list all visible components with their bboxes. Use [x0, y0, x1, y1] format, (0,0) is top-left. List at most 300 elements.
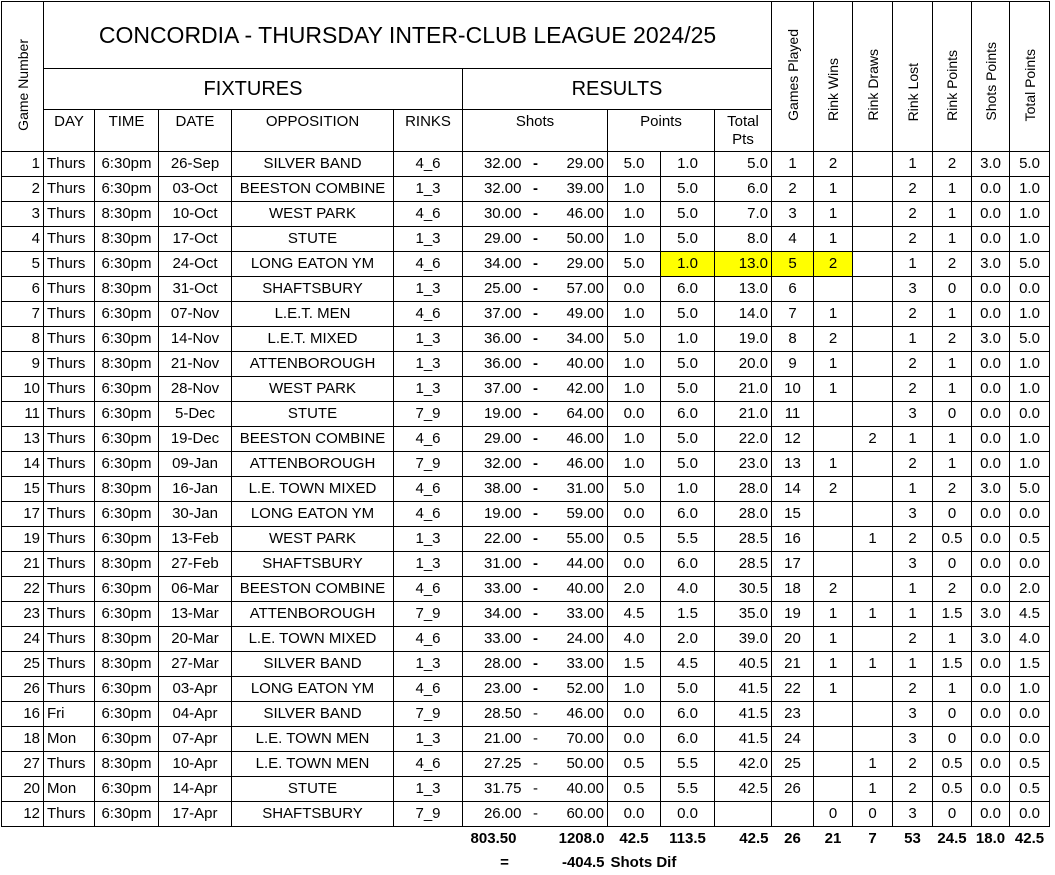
- table-row: [2, 252, 1050, 277]
- total-pts-cell: 14.0: [715, 302, 772, 327]
- points-against-cell: 4.0: [661, 577, 715, 602]
- points-against-cell: 5.0: [661, 302, 715, 327]
- header-date: DATE: [159, 110, 232, 152]
- total-points-cell: 1.0: [1010, 377, 1050, 402]
- opposition-cell: L.E. TOWN MIXED: [232, 477, 394, 502]
- total-total: 42.5: [739, 830, 769, 847]
- game-number-cell: 18: [2, 727, 44, 752]
- shots-dif-row: [2, 851, 1050, 875]
- shots-against-cell: 49.00: [547, 302, 608, 327]
- total-pts-cell: 21.0: [715, 402, 772, 427]
- total-pts-cell: 28.5: [715, 552, 772, 577]
- games-played-cell: 24: [772, 727, 814, 752]
- points-for-cell: 4.5: [608, 602, 661, 627]
- points-for-cell: 2.0: [608, 577, 661, 602]
- points-for-cell: 0.5: [608, 777, 661, 802]
- total-points-cell: 1.5: [1010, 652, 1050, 677]
- shots-against-cell: 44.00: [547, 552, 608, 577]
- total-points-cell: 4.0: [1010, 627, 1050, 652]
- total-shots-pts: 18.0: [975, 830, 1006, 847]
- points-for-cell: 5.0: [608, 152, 661, 177]
- shots-for-cell: 28.50: [463, 702, 525, 727]
- shots-points-cell: 0.0: [972, 227, 1010, 252]
- rink-points-cell: 2: [933, 252, 972, 277]
- shots-for-cell: 31.00: [463, 552, 525, 577]
- points-for-cell: 0.0: [608, 702, 661, 727]
- rinks-cell: 4_6: [394, 677, 463, 702]
- rinks-cell: 1_3: [394, 227, 463, 252]
- table-row: [2, 802, 1050, 827]
- games-played-cell: 6: [772, 277, 814, 302]
- day-cell: Thurs: [44, 227, 95, 252]
- header-total-points: Total Points: [1010, 2, 1050, 152]
- total-pts-cell: 39.0: [715, 627, 772, 652]
- rink-draws-cell: [853, 152, 893, 177]
- shots-separator: -: [525, 627, 547, 652]
- shots-points-cell: 0.0: [972, 427, 1010, 452]
- shots-separator: -: [525, 802, 547, 827]
- shots-separator: -: [525, 777, 547, 802]
- total-pts-cell: 5.0: [715, 152, 772, 177]
- rink-draws-cell: [853, 452, 893, 477]
- table-row: [2, 327, 1050, 352]
- shots-against-cell: 39.00: [547, 177, 608, 202]
- points-against-cell: 6.0: [661, 702, 715, 727]
- rink-wins-cell: [814, 702, 853, 727]
- opposition-cell: L.E.T. MIXED: [232, 327, 394, 352]
- rink-wins-cell: 1: [814, 352, 853, 377]
- shots-for-cell: 37.00: [463, 302, 525, 327]
- total-pts-cell: 30.5: [715, 577, 772, 602]
- day-cell: Thurs: [44, 327, 95, 352]
- games-played-cell: 1: [772, 152, 814, 177]
- total-points-cell: 1.0: [1010, 427, 1050, 452]
- date-cell: 30-Jan: [159, 502, 232, 527]
- date-cell: 17-Oct: [159, 227, 232, 252]
- total-points-cell: 0.5: [1010, 752, 1050, 777]
- rink-draws-cell: 1: [853, 777, 893, 802]
- games-played-cell: 25: [772, 752, 814, 777]
- total-points-cell: 5.0: [1010, 327, 1050, 352]
- rink-points-cell: 2: [933, 152, 972, 177]
- shots-separator: -: [525, 302, 547, 327]
- total-pts-cell: 28.0: [715, 502, 772, 527]
- spacer-cell: [772, 851, 1050, 875]
- date-cell: 13-Feb: [159, 527, 232, 552]
- day-cell: Thurs: [44, 202, 95, 227]
- header-rink-lost: Rink Lost: [893, 2, 933, 152]
- date-cell: 09-Jan: [159, 452, 232, 477]
- total-points-cell: 4.5: [1010, 602, 1050, 627]
- table-row: [2, 502, 1050, 527]
- header-shots: Shots: [463, 110, 608, 152]
- opposition-cell: WEST PARK: [232, 377, 394, 402]
- day-cell: Thurs: [44, 802, 95, 827]
- total-pts-cell: 28.0: [715, 477, 772, 502]
- shots-for-cell: 25.00: [463, 277, 525, 302]
- rink-wins-cell: [814, 752, 853, 777]
- points-against-cell: 0.0: [661, 802, 715, 827]
- rink-wins-cell: 1: [814, 652, 853, 677]
- rinks-cell: 1_3: [394, 277, 463, 302]
- points-for-cell: 0.5: [608, 752, 661, 777]
- shots-points-cell: 3.0: [972, 477, 1010, 502]
- date-cell: 03-Apr: [159, 677, 232, 702]
- total-pts-cell: 28.5: [715, 527, 772, 552]
- shots-separator: -: [525, 327, 547, 352]
- shots-points-cell: 0.0: [972, 727, 1010, 752]
- header-rinks: RINKS: [394, 110, 463, 152]
- shots-points-cell: 0.0: [972, 752, 1010, 777]
- points-against-cell: 5.0: [661, 677, 715, 702]
- header-shots-points: Shots Points: [972, 2, 1010, 152]
- shots-separator: -: [525, 152, 547, 177]
- rink-draws-cell: [853, 477, 893, 502]
- date-cell: 14-Apr: [159, 777, 232, 802]
- total-pts-cell: 6.0: [715, 177, 772, 202]
- points-against-cell: 5.0: [661, 452, 715, 477]
- shots-for-cell: 34.00: [463, 252, 525, 277]
- games-played-cell: 16: [772, 527, 814, 552]
- header-day: DAY: [44, 110, 95, 152]
- time-cell: 6:30pm: [95, 252, 159, 277]
- table-row: [2, 752, 1050, 777]
- opposition-cell: SILVER BAND: [232, 152, 394, 177]
- total-played: 26: [784, 830, 801, 847]
- date-cell: 10-Oct: [159, 202, 232, 227]
- shots-separator: -: [525, 702, 547, 727]
- league-table: [1, 1, 1050, 875]
- table-row: [2, 302, 1050, 327]
- time-cell: 6:30pm: [95, 527, 159, 552]
- date-cell: 13-Mar: [159, 602, 232, 627]
- total-points-cell: 5.0: [1010, 252, 1050, 277]
- time-cell: 6:30pm: [95, 327, 159, 352]
- time-cell: 8:30pm: [95, 477, 159, 502]
- rink-points-cell: 0.5: [933, 527, 972, 552]
- header-time: TIME: [95, 110, 159, 152]
- shots-against-cell: 40.00: [547, 352, 608, 377]
- games-played-cell: 20: [772, 627, 814, 652]
- table-row: [2, 152, 1050, 177]
- shots-for-cell: 36.00: [463, 352, 525, 377]
- rinks-cell: 1_3: [394, 652, 463, 677]
- opposition-cell: LONG EATON YM: [232, 502, 394, 527]
- rink-lost-cell: 1: [893, 152, 933, 177]
- date-cell: 21-Nov: [159, 352, 232, 377]
- shots-separator: -: [525, 227, 547, 252]
- rink-wins-cell: 1: [814, 627, 853, 652]
- games-played-cell: 18: [772, 577, 814, 602]
- games-played-cell: 4: [772, 227, 814, 252]
- header-game-number: Game Number: [2, 2, 44, 152]
- rinks-cell: 7_9: [394, 452, 463, 477]
- games-played-cell: [772, 802, 814, 827]
- shots-separator: -: [525, 677, 547, 702]
- rink-wins-cell: [814, 727, 853, 752]
- points-for-cell: 1.0: [608, 352, 661, 377]
- total-pts-cell: 13.0: [715, 252, 772, 277]
- total-points-cell: 0.0: [1010, 502, 1050, 527]
- opposition-cell: WEST PARK: [232, 202, 394, 227]
- shots-separator: -: [525, 502, 547, 527]
- rink-points-cell: 2: [933, 327, 972, 352]
- day-cell: Thurs: [44, 302, 95, 327]
- shots-for-cell: 30.00: [463, 202, 525, 227]
- rink-wins-cell: 2: [814, 327, 853, 352]
- table-row: [2, 527, 1050, 552]
- shots-for-cell: 29.00: [463, 427, 525, 452]
- game-number-cell: 23: [2, 602, 44, 627]
- total-points-cell: 1.0: [1010, 677, 1050, 702]
- game-number-cell: 22: [2, 577, 44, 602]
- time-cell: 8:30pm: [95, 202, 159, 227]
- shots-for-cell: 23.00: [463, 677, 525, 702]
- time-cell: 8:30pm: [95, 752, 159, 777]
- day-cell: Thurs: [44, 477, 95, 502]
- rink-lost-cell: 1: [893, 327, 933, 352]
- total-rink-pts: 24.5: [937, 830, 967, 847]
- shots-points-cell: 0.0: [972, 527, 1010, 552]
- rink-lost-cell: 2: [893, 377, 933, 402]
- rink-points-cell: 1: [933, 302, 972, 327]
- spacer-cell: [525, 827, 547, 852]
- shots-points-cell: 0.0: [972, 652, 1010, 677]
- shots-separator: -: [525, 177, 547, 202]
- total-points-cell: 0.0: [1010, 552, 1050, 577]
- shots-for-cell: 32.00: [463, 452, 525, 477]
- rinks-cell: 4_6: [394, 202, 463, 227]
- points-for-cell: 1.0: [608, 427, 661, 452]
- table-row: [2, 677, 1050, 702]
- rink-wins-cell: 0: [814, 802, 853, 827]
- points-for-cell: 0.0: [608, 277, 661, 302]
- shots-separator: -: [525, 652, 547, 677]
- total-pts-cell: [715, 802, 772, 827]
- points-against-cell: 5.0: [661, 427, 715, 452]
- points-against-cell: 1.0: [661, 477, 715, 502]
- time-cell: 6:30pm: [95, 427, 159, 452]
- rink-draws-cell: [853, 352, 893, 377]
- rink-wins-cell: 2: [814, 152, 853, 177]
- total-points-cell: 0.0: [1010, 702, 1050, 727]
- points-against-cell: 5.0: [661, 377, 715, 402]
- time-cell: 6:30pm: [95, 452, 159, 477]
- rink-wins-cell: 1: [814, 302, 853, 327]
- game-number-cell: 17: [2, 502, 44, 527]
- time-cell: 6:30pm: [95, 577, 159, 602]
- shots-for-cell: 21.00: [463, 727, 525, 752]
- rink-lost-cell: 3: [893, 277, 933, 302]
- shots-separator: -: [525, 427, 547, 452]
- rink-lost-cell: 2: [893, 752, 933, 777]
- game-number-cell: 11: [2, 402, 44, 427]
- rinks-cell: 4_6: [394, 577, 463, 602]
- rinks-cell: 1_3: [394, 552, 463, 577]
- shots-points-cell: 3.0: [972, 327, 1010, 352]
- section-results: RESULTS: [463, 69, 772, 110]
- table-row: [2, 277, 1050, 302]
- shots-dif-value: -404.5: [561, 854, 605, 871]
- rink-draws-cell: [853, 227, 893, 252]
- game-number-cell: 25: [2, 652, 44, 677]
- total-pts-cell: 41.5: [715, 702, 772, 727]
- shots-points-cell: 3.0: [972, 252, 1010, 277]
- shots-against-cell: 33.00: [547, 652, 608, 677]
- shots-for-cell: 33.00: [463, 577, 525, 602]
- points-against-cell: 1.0: [661, 327, 715, 352]
- total-pts-cell: 41.5: [715, 727, 772, 752]
- rinks-cell: 1_3: [394, 177, 463, 202]
- game-number-cell: 8: [2, 327, 44, 352]
- total-points-cell: 2.0: [1010, 577, 1050, 602]
- rink-points-cell: 1: [933, 202, 972, 227]
- date-cell: 06-Mar: [159, 577, 232, 602]
- rink-points-cell: 2: [933, 577, 972, 602]
- game-number-cell: 9: [2, 352, 44, 377]
- rink-draws-cell: [853, 377, 893, 402]
- opposition-cell: STUTE: [232, 777, 394, 802]
- rink-lost-cell: 3: [893, 502, 933, 527]
- rink-points-cell: 0.5: [933, 777, 972, 802]
- games-played-cell: 9: [772, 352, 814, 377]
- rink-lost-cell: 2: [893, 352, 933, 377]
- rink-draws-cell: 0: [853, 802, 893, 827]
- shots-points-cell: 0.0: [972, 552, 1010, 577]
- day-cell: Thurs: [44, 677, 95, 702]
- rink-draws-cell: [853, 402, 893, 427]
- rinks-cell: 7_9: [394, 802, 463, 827]
- rink-lost-cell: 3: [893, 802, 933, 827]
- opposition-cell: WEST PARK: [232, 527, 394, 552]
- header-rink-wins: Rink Wins: [814, 2, 853, 152]
- rink-draws-cell: [853, 252, 893, 277]
- total-wins: 21: [824, 830, 842, 847]
- date-cell: 07-Nov: [159, 302, 232, 327]
- shots-separator: -: [525, 727, 547, 752]
- rink-wins-cell: 1: [814, 202, 853, 227]
- rink-draws-cell: [853, 552, 893, 577]
- total-points-cell: 1.0: [1010, 202, 1050, 227]
- games-played-cell: 10: [772, 377, 814, 402]
- shots-for-cell: 28.00: [463, 652, 525, 677]
- table-row: [2, 352, 1050, 377]
- table-row: [2, 227, 1050, 252]
- date-cell: 14-Nov: [159, 327, 232, 352]
- shots-dif-label: Shots Dif: [610, 854, 677, 871]
- points-against-cell: 5.0: [661, 352, 715, 377]
- shots-points-cell: 0.0: [972, 352, 1010, 377]
- shots-separator: -: [525, 452, 547, 477]
- total-pts-against: 113.5: [669, 830, 706, 847]
- points-against-cell: 6.0: [661, 402, 715, 427]
- table-row: [2, 652, 1050, 677]
- points-for-cell: 1.0: [608, 302, 661, 327]
- rinks-cell: 4_6: [394, 427, 463, 452]
- games-played-cell: 17: [772, 552, 814, 577]
- date-cell: 07-Apr: [159, 727, 232, 752]
- time-cell: 6:30pm: [95, 802, 159, 827]
- total-draws: 7: [868, 830, 877, 847]
- total-pts-cell: 21.0: [715, 377, 772, 402]
- date-cell: 16-Jan: [159, 477, 232, 502]
- table-row: [2, 602, 1050, 627]
- rink-draws-cell: [853, 677, 893, 702]
- rink-wins-cell: 2: [814, 252, 853, 277]
- day-cell: Thurs: [44, 427, 95, 452]
- rink-wins-cell: [814, 777, 853, 802]
- games-played-cell: 3: [772, 202, 814, 227]
- opposition-cell: SHAFTSBURY: [232, 802, 394, 827]
- shots-points-cell: 0.0: [972, 177, 1010, 202]
- games-played-cell: 14: [772, 477, 814, 502]
- total-points-cell: 1.0: [1010, 452, 1050, 477]
- time-cell: 6:30pm: [95, 777, 159, 802]
- games-played-cell: 13: [772, 452, 814, 477]
- day-cell: Thurs: [44, 602, 95, 627]
- day-cell: Thurs: [44, 352, 95, 377]
- rink-lost-cell: 1: [893, 252, 933, 277]
- opposition-cell: ATTENBOROUGH: [232, 602, 394, 627]
- points-for-cell: 1.0: [608, 177, 661, 202]
- rink-draws-cell: [853, 702, 893, 727]
- points-against-cell: 5.0: [661, 227, 715, 252]
- points-against-cell: 5.5: [661, 527, 715, 552]
- rink-draws-cell: [853, 327, 893, 352]
- rink-points-cell: 0: [933, 402, 972, 427]
- shots-against-cell: 50.00: [547, 752, 608, 777]
- table-row: [2, 427, 1050, 452]
- rink-draws-cell: [853, 727, 893, 752]
- day-cell: Thurs: [44, 752, 95, 777]
- total-points-cell: 1.0: [1010, 227, 1050, 252]
- games-played-cell: 11: [772, 402, 814, 427]
- game-number-cell: 20: [2, 777, 44, 802]
- shots-against-cell: 46.00: [547, 702, 608, 727]
- total-pts-cell: 42.5: [715, 777, 772, 802]
- rink-points-cell: 1.5: [933, 602, 972, 627]
- rinks-cell: 4_6: [394, 302, 463, 327]
- shots-separator: -: [525, 377, 547, 402]
- time-cell: 6:30pm: [95, 377, 159, 402]
- points-for-cell: 1.0: [608, 677, 661, 702]
- total-pts-cell: 20.0: [715, 352, 772, 377]
- rink-wins-cell: [814, 552, 853, 577]
- rink-points-cell: 0: [933, 552, 972, 577]
- shots-against-cell: 29.00: [547, 152, 608, 177]
- rink-points-cell: 1.5: [933, 652, 972, 677]
- header-opposition: OPPOSITION: [232, 110, 394, 152]
- points-for-cell: 1.0: [608, 377, 661, 402]
- shots-against-cell: 64.00: [547, 402, 608, 427]
- points-for-cell: 0.0: [608, 402, 661, 427]
- date-cell: 17-Apr: [159, 802, 232, 827]
- shots-for-cell: 26.00: [463, 802, 525, 827]
- rink-wins-cell: [814, 277, 853, 302]
- rink-wins-cell: [814, 427, 853, 452]
- time-cell: 6:30pm: [95, 502, 159, 527]
- games-played-cell: 7: [772, 302, 814, 327]
- shots-separator: -: [525, 277, 547, 302]
- opposition-cell: STUTE: [232, 402, 394, 427]
- opposition-cell: BEESTON COMBINE: [232, 177, 394, 202]
- opposition-cell: STUTE: [232, 227, 394, 252]
- opposition-cell: BEESTON COMBINE: [232, 577, 394, 602]
- shots-for-cell: 19.00: [463, 402, 525, 427]
- points-against-cell: 6.0: [661, 502, 715, 527]
- total-points-cell: 1.0: [1010, 352, 1050, 377]
- rink-draws-cell: 1: [853, 652, 893, 677]
